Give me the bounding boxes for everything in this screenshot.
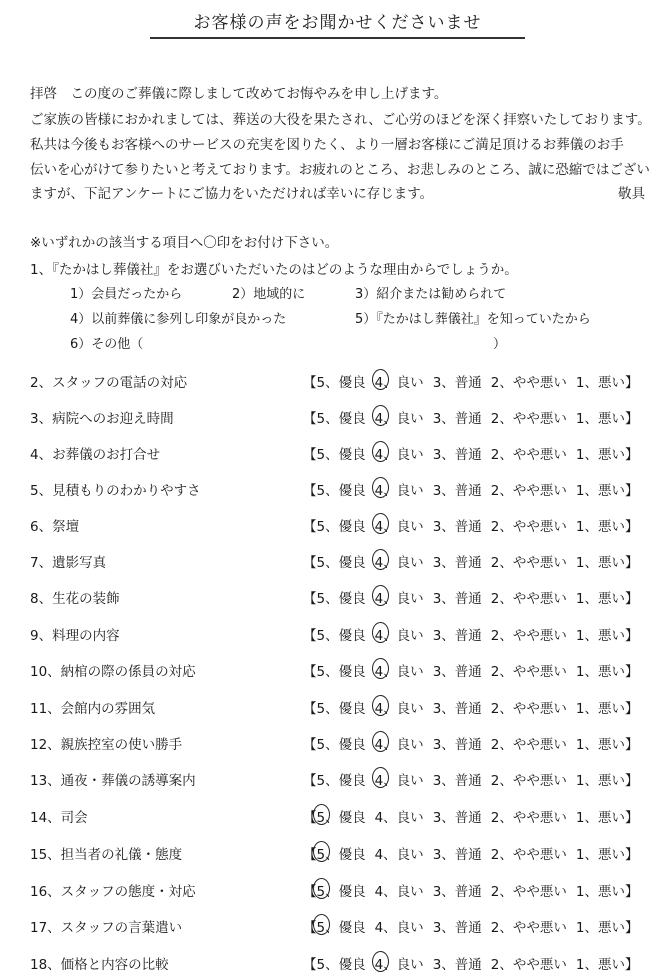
- rating-option-1[interactable]: 1、悪い】: [575, 519, 639, 535]
- rating-option-3[interactable]: 3、普通: [432, 375, 482, 391]
- rating-option-4[interactable]: 4、良い: [375, 769, 424, 789]
- selection-circle: [372, 405, 389, 426]
- rating-option-2[interactable]: 2、やや悪い: [490, 884, 567, 900]
- rating-scale: [303, 624, 638, 644]
- question-label: 16、スタッフの態度・対応: [30, 884, 196, 900]
- selection-circle: [372, 549, 389, 570]
- rating-option-4[interactable]: 4、良い: [375, 479, 424, 499]
- rating-option-2[interactable]: 2、やや悪い: [490, 411, 567, 427]
- rating-option-2[interactable]: 2、やや悪い: [490, 447, 567, 463]
- rating-option-4[interactable]: 4、良い: [375, 953, 424, 973]
- rating-option-3[interactable]: 3、普通: [432, 447, 482, 463]
- rating-option-5[interactable]: 【5、優良: [303, 737, 366, 753]
- rating-option-1[interactable]: 1、悪い】: [575, 664, 639, 680]
- rating-scale: [303, 880, 638, 900]
- selection-circle: [372, 731, 389, 752]
- rating-option-3[interactable]: 3、普通: [432, 847, 482, 863]
- question-label: 14、司会: [30, 810, 88, 826]
- rating-scale: [303, 551, 638, 571]
- q1-option-6-close: ）: [493, 337, 507, 352]
- selection-circle: [372, 513, 389, 534]
- question-label: 8、生花の装飾: [30, 591, 120, 607]
- rating-option-5[interactable]: 【5、優良: [303, 701, 366, 717]
- rating-option-4[interactable]: 4、良い: [375, 515, 424, 535]
- rating-scale: [303, 587, 638, 607]
- rating-option-5[interactable]: 【5、優良: [303, 411, 366, 427]
- rating-option-5[interactable]: 【5、優良: [303, 957, 366, 973]
- rating-option-3[interactable]: 3、普通: [432, 884, 482, 900]
- selection-circle: [372, 477, 389, 498]
- rating-option-5[interactable]: 【5、優良: [303, 843, 366, 863]
- rating-scale: [303, 843, 638, 863]
- rating-option-4[interactable]: 4、良い: [374, 920, 424, 936]
- question-label: 6、祭壇: [30, 519, 80, 535]
- rating-option-3[interactable]: 3、普通: [432, 591, 482, 607]
- rating-scale: [303, 443, 638, 463]
- title-underline: [150, 37, 525, 39]
- question-label: 7、遺影写真: [30, 555, 107, 571]
- selection-circle: [372, 951, 389, 972]
- question-label: 5、見積もりのわかりやすさ: [30, 483, 201, 499]
- rating-option-4[interactable]: 4、良い: [374, 847, 424, 863]
- rating-option-4[interactable]: 4、良い: [375, 697, 424, 717]
- rating-option-2[interactable]: 2、やや悪い: [490, 375, 567, 391]
- rating-option-5[interactable]: 【5、優良: [303, 447, 366, 463]
- rating-option-5[interactable]: 【5、優良: [303, 519, 366, 535]
- selection-circle: [372, 695, 389, 716]
- instruction-note: ※いずれかの該当する項目へ〇印をお付け下さい。: [30, 235, 339, 251]
- rating-option-3[interactable]: 3、普通: [432, 664, 482, 680]
- rating-option-4[interactable]: 4、良い: [375, 587, 424, 607]
- rating-scale: [303, 769, 638, 789]
- intro-line-1: 拝啓 この度のご葬儀に際しまして改めてお悔やみを申し上げます。: [30, 86, 448, 102]
- rating-option-1[interactable]: 1、悪い】: [575, 920, 639, 936]
- rating-option-3[interactable]: 3、普通: [432, 920, 482, 936]
- rating-option-2[interactable]: 2、やや悪い: [490, 957, 567, 973]
- rating-option-1[interactable]: 1、悪い】: [575, 591, 639, 607]
- rating-option-3[interactable]: 3、普通: [432, 555, 482, 571]
- rating-scale: [303, 515, 638, 535]
- rating-scale: [303, 479, 638, 499]
- rating-scale: [303, 697, 638, 717]
- rating-option-1[interactable]: 1、悪い】: [575, 447, 639, 463]
- rating-option-1[interactable]: 1、悪い】: [575, 628, 639, 644]
- rating-option-2[interactable]: 2、やや悪い: [490, 773, 567, 789]
- question-label: 18、価格と内容の比較: [30, 957, 169, 973]
- rating-option-2[interactable]: 2、やや悪い: [490, 483, 567, 499]
- rating-option-1[interactable]: 1、悪い】: [575, 483, 639, 499]
- rating-option-1[interactable]: 1、悪い】: [575, 701, 639, 717]
- rating-scale: [303, 806, 638, 826]
- rating-option-1[interactable]: 1、悪い】: [575, 555, 639, 571]
- rating-option-2[interactable]: 2、やや悪い: [490, 810, 567, 826]
- intro-line-4: 伝いを心がけて参りたいと考えております。お疲れのところ、お悲しみのところ、誠に恐縮ではござい: [30, 162, 650, 178]
- question-label: 3、病院へのお迎え時間: [30, 411, 174, 427]
- rating-option-2[interactable]: 2、やや悪い: [490, 847, 567, 863]
- rating-scale: [303, 953, 638, 973]
- rating-option-5[interactable]: 【5、優良: [303, 591, 366, 607]
- rating-option-4[interactable]: 4、良い: [375, 624, 424, 644]
- q1-option-4[interactable]: 4）以前葬儀に参列し印象が良かった: [70, 312, 287, 327]
- selection-circle: [313, 841, 330, 862]
- question-label: 9、料理の内容: [30, 628, 120, 644]
- question-label: 13、通夜・葬儀の誘導案内: [30, 773, 196, 789]
- q1-option-3[interactable]: 3）紹介または勧められて: [355, 287, 507, 302]
- question-label: 10、納棺の際の係員の対応: [30, 664, 196, 680]
- rating-option-1[interactable]: 1、悪い】: [575, 847, 639, 863]
- question-label: 15、担当者の礼儀・態度: [30, 847, 183, 863]
- q1-option-5[interactable]: 5）『たかはし葬儀社』を知っていたから: [355, 312, 591, 327]
- selection-circle: [372, 767, 389, 788]
- rating-option-4[interactable]: 4、良い: [374, 884, 424, 900]
- rating-option-3[interactable]: 3、普通: [432, 701, 482, 717]
- intro-line-2: ご家族の皆様におかれましては、葬送の大役を果たされ、ご心労のほどを深く拝察いたしております。: [30, 112, 651, 128]
- rating-option-3[interactable]: 3、普通: [432, 519, 482, 535]
- closing-text: 敬具: [618, 186, 645, 202]
- rating-option-1[interactable]: 1、悪い】: [575, 810, 639, 826]
- selection-circle: [372, 369, 389, 390]
- q1-option-2[interactable]: 2）地域的に: [232, 287, 306, 302]
- selection-circle: [313, 914, 330, 935]
- rating-scale: [303, 407, 638, 427]
- rating-option-3[interactable]: 3、普通: [432, 628, 482, 644]
- rating-option-3[interactable]: 3、普通: [432, 483, 482, 499]
- q1-option-6[interactable]: 6）その他（: [70, 337, 144, 352]
- rating-option-3[interactable]: 3、普通: [432, 773, 482, 789]
- question-label: 17、スタッフの言葉遣い: [30, 920, 183, 936]
- rating-scale: [303, 371, 638, 391]
- q1-option-1[interactable]: 1）会員だったから: [70, 287, 183, 302]
- rating-option-2[interactable]: 2、やや悪い: [490, 555, 567, 571]
- rating-option-5[interactable]: 【5、優良: [303, 806, 366, 826]
- selection-circle: [372, 658, 389, 679]
- rating-option-5[interactable]: 【5、優良: [303, 375, 366, 391]
- question-label: 2、スタッフの電話の対応: [30, 375, 188, 391]
- rating-option-5[interactable]: 【5、優良: [303, 880, 366, 900]
- selection-circle: [372, 441, 389, 462]
- question-label: 11、会館内の雰囲気: [30, 701, 156, 717]
- rating-option-2[interactable]: 2、やや悪い: [490, 519, 567, 535]
- rating-option-1[interactable]: 1、悪い】: [575, 884, 639, 900]
- rating-option-5[interactable]: 【5、優良: [303, 555, 366, 571]
- rating-option-5[interactable]: 【5、優良: [303, 773, 366, 789]
- rating-option-4[interactable]: 4、良い: [375, 551, 424, 571]
- selection-circle: [372, 622, 389, 643]
- rating-option-1[interactable]: 1、悪い】: [575, 957, 639, 973]
- rating-option-4[interactable]: 4、良い: [374, 810, 424, 826]
- rating-option-3[interactable]: 3、普通: [432, 411, 482, 427]
- rating-scale: [303, 733, 638, 753]
- rating-option-3[interactable]: 3、普通: [432, 810, 482, 826]
- rating-option-5[interactable]: 【5、優良: [303, 483, 366, 499]
- rating-option-4[interactable]: 4、良い: [375, 371, 424, 391]
- rating-option-5[interactable]: 【5、優良: [303, 628, 366, 644]
- page-title: お客様の声をお聞かせくださいませ: [193, 13, 482, 33]
- rating-option-1[interactable]: 1、悪い】: [575, 375, 639, 391]
- selection-circle: [313, 878, 330, 899]
- rating-option-4[interactable]: 4、良い: [375, 443, 424, 463]
- rating-option-1[interactable]: 1、悪い】: [575, 773, 639, 789]
- rating-option-3[interactable]: 3、普通: [432, 957, 482, 973]
- intro-line-3: 私共は今後もお客様へのサービスの充実を図りたく、より一層お客様にご満足頂けるお葬儀のお手: [30, 137, 624, 153]
- rating-option-2[interactable]: 2、やや悪い: [490, 591, 567, 607]
- intro-line-5: ますが、下記アンケートにご協力をいただければ幸いに存じます。: [30, 186, 434, 202]
- rating-option-5[interactable]: 【5、優良: [303, 916, 366, 936]
- question-label: 4、お葬儀のお打合せ: [30, 447, 161, 463]
- rating-option-3[interactable]: 3、普通: [432, 737, 482, 753]
- rating-option-4[interactable]: 4、良い: [375, 407, 424, 427]
- rating-option-2[interactable]: 2、やや悪い: [490, 701, 567, 717]
- rating-option-2[interactable]: 2、やや悪い: [490, 664, 567, 680]
- rating-option-2[interactable]: 2、やや悪い: [490, 920, 567, 936]
- rating-option-1[interactable]: 1、悪い】: [575, 411, 639, 427]
- rating-option-4[interactable]: 4、良い: [375, 660, 424, 680]
- rating-option-5[interactable]: 【5、優良: [303, 664, 366, 680]
- rating-option-2[interactable]: 2、やや悪い: [490, 737, 567, 753]
- selection-circle: [313, 804, 330, 825]
- question-1-label: 1、『たかはし葬儀社』をお選びいただいたのはどのような理由からでしょうか。: [30, 262, 518, 278]
- rating-scale: [303, 916, 638, 936]
- rating-option-1[interactable]: 1、悪い】: [575, 737, 639, 753]
- rating-scale: [303, 660, 638, 680]
- rating-option-4[interactable]: 4、良い: [375, 733, 424, 753]
- selection-circle: [372, 585, 389, 606]
- question-label: 12、親族控室の使い勝手: [30, 737, 183, 753]
- rating-option-2[interactable]: 2、やや悪い: [490, 628, 567, 644]
